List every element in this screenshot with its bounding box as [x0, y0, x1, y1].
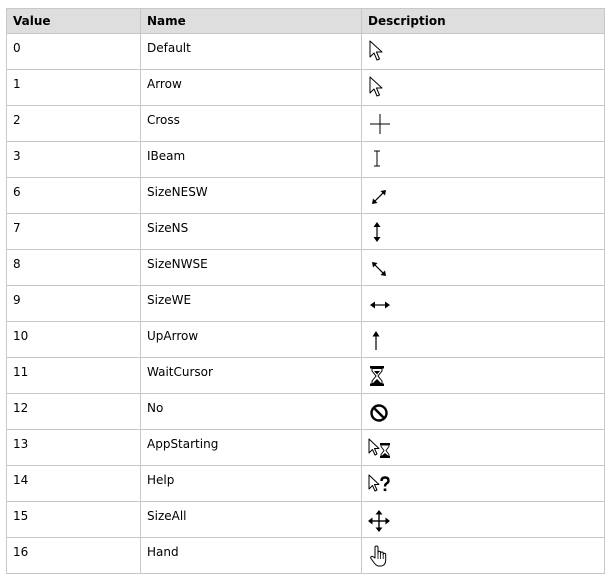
value-cell [7, 466, 141, 502]
name-text: WaitCursor [147, 365, 213, 379]
value-text: 6 [13, 185, 21, 199]
name-text: SizeAll [147, 509, 187, 523]
name-column-header: Name [141, 9, 362, 34]
name-cell [141, 34, 362, 70]
description-cell [362, 502, 605, 538]
value-cell [7, 538, 141, 574]
name-text: SizeNS [147, 221, 189, 235]
name-cell [141, 430, 362, 466]
value-cell [7, 178, 141, 214]
value-text: 1 [13, 77, 21, 91]
default-arrow-cursor-icon [368, 40, 392, 64]
table-row [7, 322, 605, 358]
value-text: 2 [13, 113, 21, 127]
table-row [7, 106, 605, 142]
size-nesw-cursor-icon [368, 184, 392, 208]
name-cell [141, 250, 362, 286]
name-cell [141, 358, 362, 394]
name-text: Help [147, 473, 175, 487]
name-text: AppStarting [147, 437, 219, 451]
value-text: 10 [13, 329, 29, 343]
table-header-row [7, 9, 605, 34]
name-text: No [147, 401, 164, 415]
value-cell [7, 106, 141, 142]
value-cell [7, 34, 141, 70]
description-column-header: Description [362, 9, 605, 34]
name-cell [141, 286, 362, 322]
value-text: 13 [13, 437, 29, 451]
name-cell [141, 178, 362, 214]
up-arrow-cursor-icon [368, 328, 392, 352]
table-row [7, 142, 605, 178]
app-starting-cursor-icon [368, 436, 392, 460]
name-text: Arrow [147, 77, 182, 91]
description-cell [362, 250, 605, 286]
size-nwse-cursor-icon [368, 256, 392, 280]
cursor-values-table [6, 8, 605, 574]
description-cell [362, 106, 605, 142]
value-text: 7 [13, 221, 21, 235]
description-cell [362, 430, 605, 466]
description-cell [362, 214, 605, 250]
value-text: 3 [13, 149, 21, 163]
name-text: UpArrow [147, 329, 199, 343]
no-cursor-icon [368, 400, 392, 424]
hand-cursor-icon [368, 544, 392, 568]
cross-cursor-icon [368, 112, 392, 136]
description-cell [362, 394, 605, 430]
value-text: 0 [13, 41, 21, 55]
description-cell [362, 286, 605, 322]
size-all-cursor-icon [368, 508, 392, 532]
table-row [7, 286, 605, 322]
name-text: SizeWE [147, 293, 192, 307]
value-cell [7, 286, 141, 322]
name-text: Cross [147, 113, 180, 127]
name-cell [141, 322, 362, 358]
value-text: 12 [13, 401, 29, 415]
hourglass-cursor-icon [368, 364, 392, 388]
table-row [7, 466, 605, 502]
value-cell [7, 322, 141, 358]
name-cell [141, 106, 362, 142]
value-text: 8 [13, 257, 21, 271]
arrow-cursor-icon [368, 76, 392, 100]
table-row [7, 250, 605, 286]
description-cell [362, 538, 605, 574]
size-we-cursor-icon [368, 292, 392, 316]
name-text: Default [147, 41, 191, 55]
name-cell [141, 70, 362, 106]
description-cell [362, 178, 605, 214]
name-text: IBeam [147, 149, 186, 163]
value-cell [7, 502, 141, 538]
table-row [7, 394, 605, 430]
ibeam-cursor-icon [368, 148, 392, 172]
description-cell [362, 358, 605, 394]
value-cell [7, 142, 141, 178]
table-row [7, 358, 605, 394]
table-row [7, 502, 605, 538]
value-text: 11 [13, 365, 29, 379]
name-cell [141, 538, 362, 574]
value-text: 9 [13, 293, 21, 307]
size-ns-cursor-icon [368, 220, 392, 244]
value-cell [7, 358, 141, 394]
name-cell [141, 214, 362, 250]
help-cursor-icon [368, 472, 392, 496]
description-cell [362, 142, 605, 178]
name-cell [141, 394, 362, 430]
table-row [7, 178, 605, 214]
description-cell [362, 322, 605, 358]
table-row [7, 34, 605, 70]
value-text: 14 [13, 473, 29, 487]
table-row [7, 538, 605, 574]
table-row [7, 430, 605, 466]
value-column-header: Value [7, 9, 141, 34]
value-cell [7, 70, 141, 106]
value-cell [7, 394, 141, 430]
value-cell [7, 430, 141, 466]
description-cell [362, 70, 605, 106]
name-cell [141, 502, 362, 538]
table-row [7, 214, 605, 250]
value-cell [7, 250, 141, 286]
table-row [7, 70, 605, 106]
name-cell [141, 142, 362, 178]
description-cell [362, 34, 605, 70]
name-text: SizeNWSE [147, 257, 208, 271]
name-cell [141, 466, 362, 502]
value-text: 15 [13, 509, 29, 523]
name-text: Hand [147, 545, 179, 559]
value-text: 16 [13, 545, 29, 559]
description-cell [362, 466, 605, 502]
value-cell [7, 214, 141, 250]
name-text: SizeNESW [147, 185, 208, 199]
